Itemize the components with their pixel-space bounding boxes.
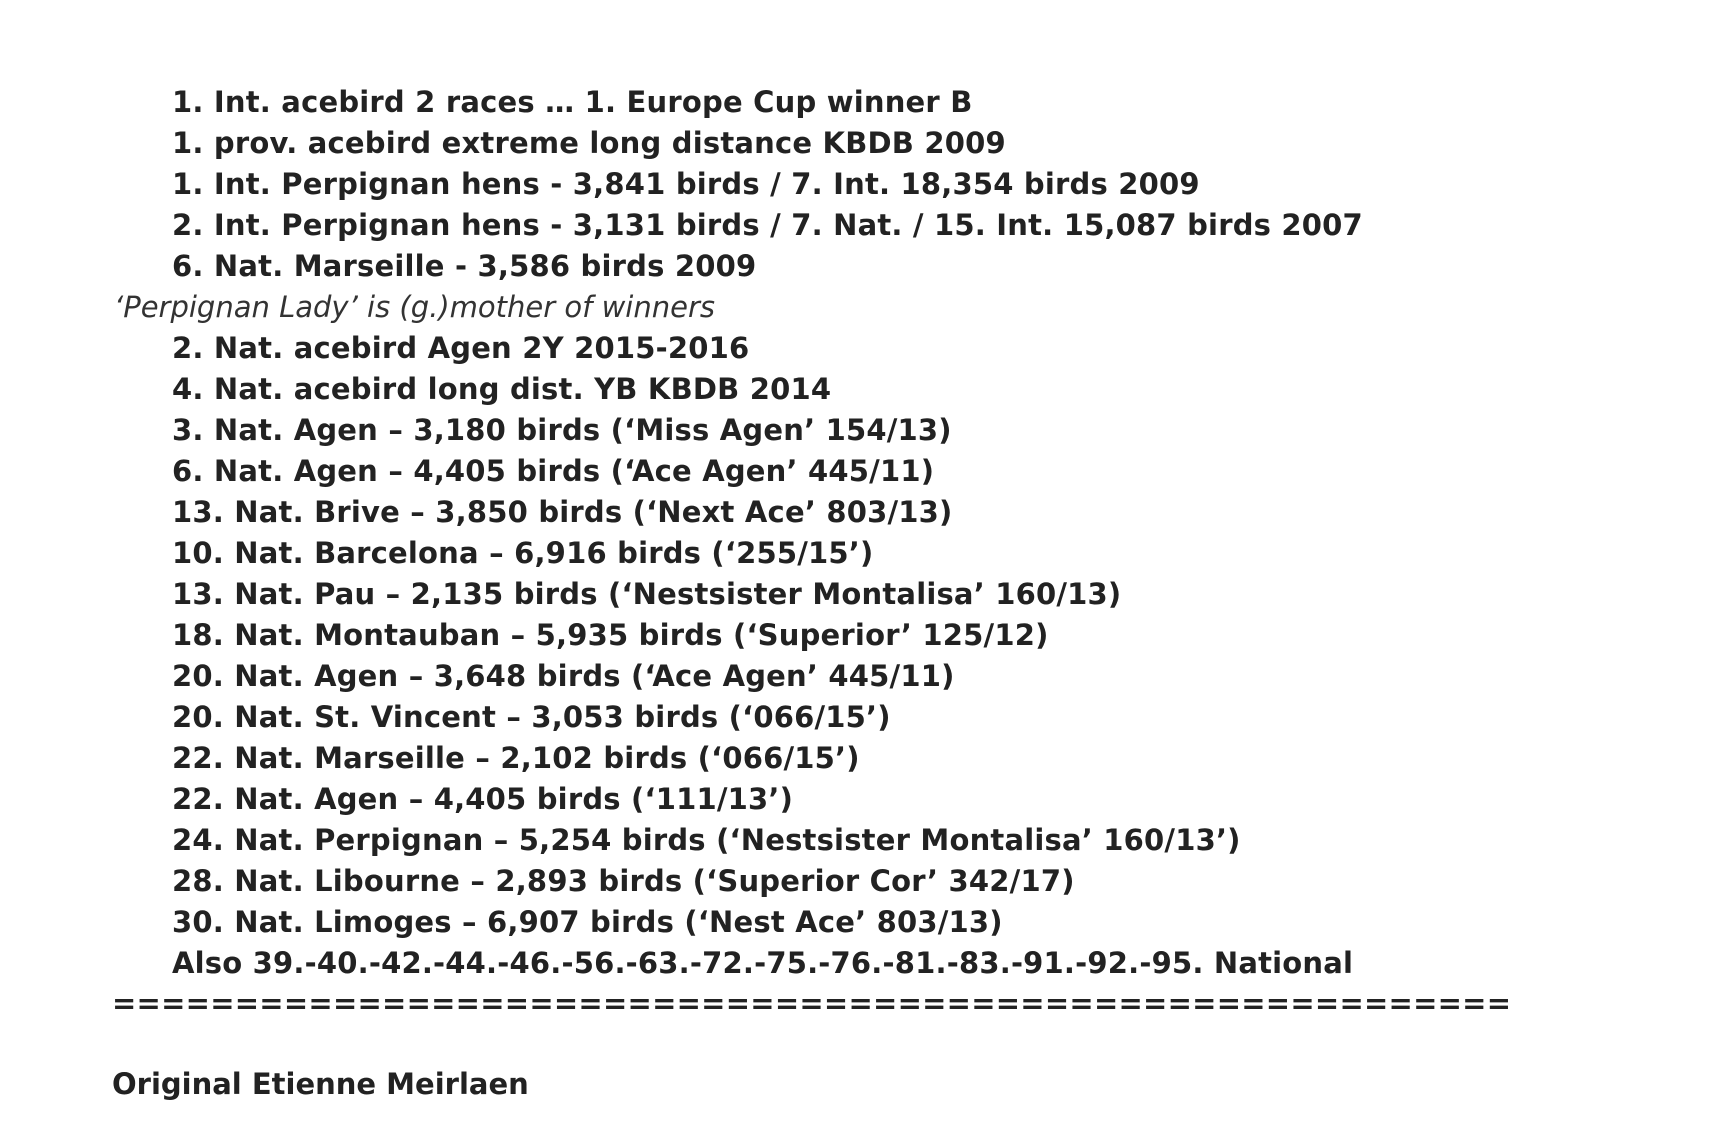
- signature: Original Etienne Meirlaen: [112, 1067, 529, 1101]
- result-line: 6. Nat. Agen – 4,405 birds (‘Ace Agen’ 445/11): [172, 454, 935, 488]
- result-line: 2. Int. Perpignan hens - 3,131 birds / 7. Nat. / 15. Int. 15,087 birds 2007: [172, 208, 1363, 242]
- pedigree-note: ‘Perpignan Lady’ is (g.)mother of winners: [114, 290, 715, 324]
- result-line: 6. Nat. Marseille - 3,586 birds 2009: [172, 249, 757, 283]
- result-line: 22. Nat. Marseille – 2,102 birds (‘066/15’): [172, 741, 860, 775]
- result-line: 13. Nat. Brive – 3,850 birds (‘Next Ace’ 803/13): [172, 495, 953, 529]
- result-line: 1. Int. Perpignan hens - 3,841 birds / 7. Int. 18,354 birds 2009: [172, 167, 1200, 201]
- result-line: 22. Nat. Agen – 4,405 birds (‘111/13’): [172, 782, 794, 816]
- result-line: 20. Nat. St. Vincent – 3,053 birds (‘066/15’): [172, 700, 891, 734]
- result-line: 24. Nat. Perpignan – 5,254 birds (‘Nestsister Montalisa’ 160/13’): [172, 823, 1241, 857]
- result-line: 28. Nat. Libourne – 2,893 birds (‘Superior Cor’ 342/17): [172, 864, 1075, 898]
- result-line: 1. Int. acebird 2 races … 1. Europe Cup winner B: [172, 85, 973, 119]
- result-line: 10. Nat. Barcelona – 6,916 birds (‘255/15’): [172, 536, 874, 570]
- result-line: 30. Nat. Limoges – 6,907 birds (‘Nest Ace’ 803/13): [172, 905, 1003, 939]
- result-line: 20. Nat. Agen – 3,648 birds (‘Ace Agen’ 445/11): [172, 659, 955, 693]
- result-line: 18. Nat. Montauban – 5,935 birds (‘Superior’ 125/12): [172, 618, 1049, 652]
- result-line: 13. Nat. Pau – 2,135 birds (‘Nestsister Montalisa’ 160/13): [172, 577, 1122, 611]
- result-line: 4. Nat. acebird long dist. YB KBDB 2014: [172, 372, 832, 406]
- result-line: 2. Nat. acebird Agen 2Y 2015-2016: [172, 331, 750, 365]
- result-line: 3. Nat. Agen – 3,180 birds (‘Miss Agen’ 154/13): [172, 413, 952, 447]
- also-national-line: Also 39.-40.-42.-44.-46.-56.-63.-72.-75.-76.-81.-83.-91.-92.-95. National: [172, 946, 1354, 980]
- results-list: [114, 82, 1363, 984]
- result-line: 1. prov. acebird extreme long distance KBDB 2009: [172, 126, 1006, 160]
- separator-line: =========================================================: [112, 986, 1512, 1020]
